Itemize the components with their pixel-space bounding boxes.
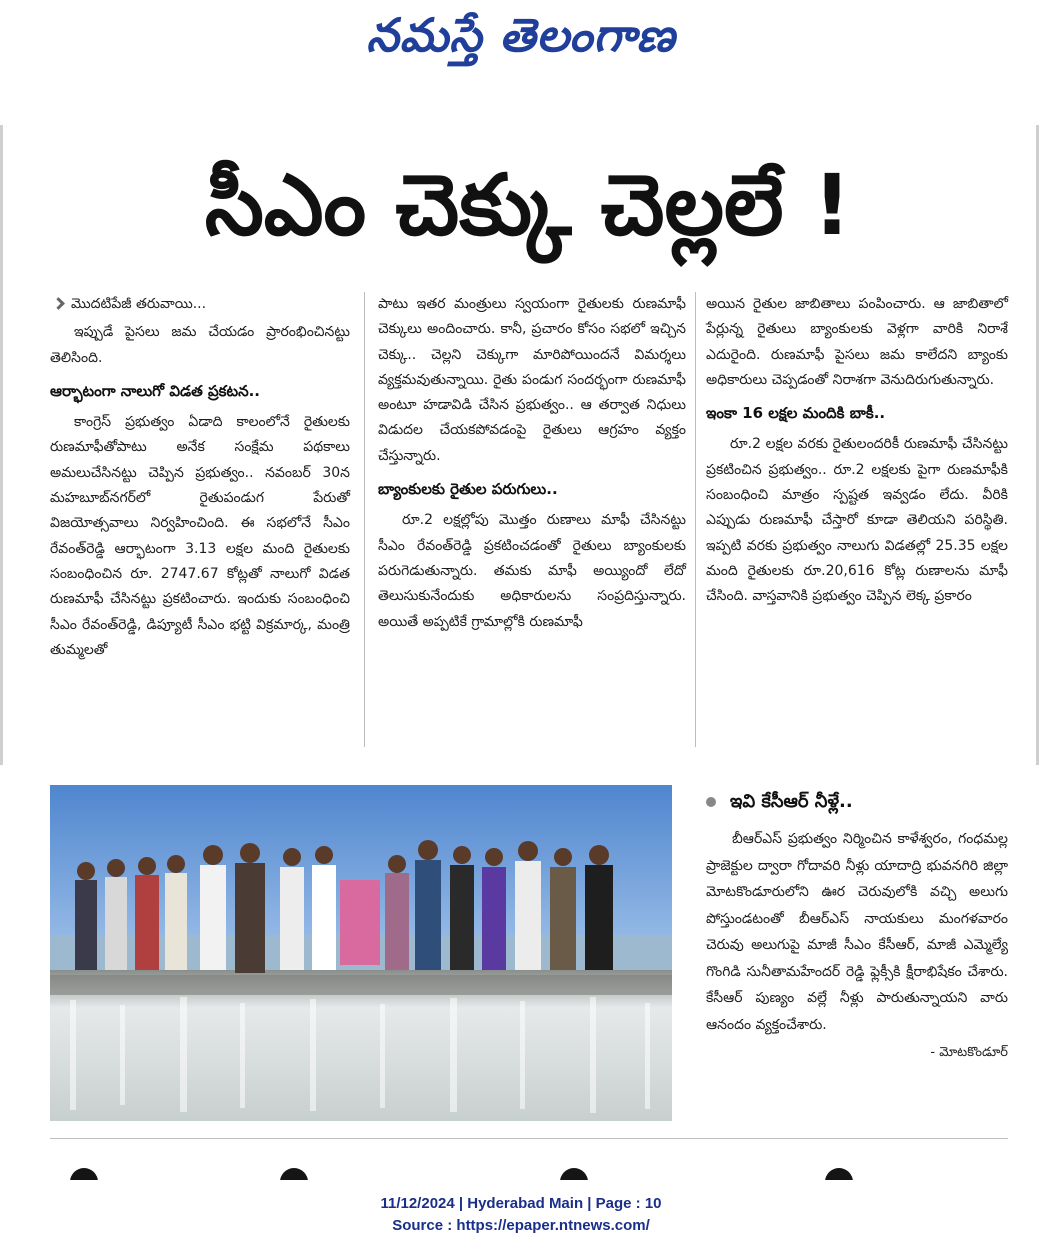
kicker-text: మొదటిపేజీ తరువాయి... <box>71 296 207 312</box>
photo-illustration <box>50 785 672 1121</box>
cropped-glyph <box>560 1168 588 1180</box>
footer-source-link[interactable]: Source : https://epaper.ntnews.com/ <box>392 1217 650 1234</box>
sidebar-heading-text: ఇవి కేసీఆర్ నీళ్లే.. <box>730 791 853 812</box>
headline-text: సీఎం చెక్కు చెల్లలే ! <box>204 156 852 254</box>
subheading: ఆర్భాటంగా నాలుగో విడత ప్రకటన.. <box>50 381 261 400</box>
section-divider <box>50 1138 1008 1139</box>
sidebar-story <box>700 785 1008 1130</box>
article-paragraph: పాటు ఇతర మంత్రులు స్వయంగా రైతులకు రుణమాఫీ చెక్కులు అందించారు. కానీ, ప్రచారం కోసం సభలో ఇచ్చిన చెక్కు.. చెల్లని చెక్కుగా మారిపోయిందనే విమర్శలు వ్యక్తమవుతున్నాయి. రైతు పండుగ సందర్భంగా రుణమాఫీ అంటూ హడావిడి చేసిన ప్రభుత్వం.. ఆ తర్వాత నిధులు విడుదల చేయకపోవడంపై రైతులు ఆగ్రహం వ్యక్తం చేస్తున్నారు. <box>378 296 686 464</box>
footer-edition-info: 11/12/2024 | Hyderabad Main | Page : 10 <box>380 1195 662 1212</box>
article-column-1 <box>50 292 350 663</box>
article-paragraph: రూ.2 లక్షల్లోపు మొత్తం రుణాలు మాఫీ చేసినట్టు సీఎం రేవంత్‌రెడ్డి ప్రకటించడంతో రైతులు బ్యాంకులకు పరుగెడుతున్నారు. తమకు మాఫీ అయ్యిందో లేదో తెలుసుకునేందుకు అధికారులను సంప్రదిస్తున్నారు. అయితే అప్పటికే గ్రామాల్లోకి రుణమాఫీ <box>378 512 686 630</box>
cropped-glyph <box>70 1168 98 1180</box>
continued-kicker <box>50 292 350 317</box>
dateline-credit: - మోటకొండూర్ <box>930 1045 1008 1060</box>
article-paragraph: రూ.2 లక్షల వరకు రైతులందరికీ రుణమాఫీ చేసినట్టు ప్రకటించిన ప్రభుత్వం.. రూ.2 లక్షలకు పైగా రుణమాఫీకి సంబంధించి మాత్రం స్పష్టత ఇవ్వడం లేదు. వీరికి ఎప్పుడు రుణమాఫీ చేస్తారో కూడా తెలియని పరిస్థితి. ఇప్పటి వరకు ప్రభుత్వం నాలుగు విడతల్లో 25.35 లక్షల మంది రైతులకు రూ.20,616 కోట్ల రుణాలను మాఫీ చేసింది. వాస్తవానికి ప్రభుత్వం చెప్పిన లెక్క ప్రకారం <box>706 436 1008 605</box>
headline <box>48 145 1008 265</box>
sidebar-paragraph: బీఆర్‌ఎస్ ప్రభుత్వం నిర్మించిన కాళేశ్వరం, గంధమల్ల ప్రాజెక్టుల ద్వారా గోదావరి నీళ్లు యాదాద్రి భువనగిరి జిల్లా మోటకొండూరులోని ఊర చెరువులోకి వచ్చి అలుగు పోస్తుండటంతో బీఆర్‌ఎస్ నాయకులు మంగళవారం చెరువు అలుగుపై మాజీ సీఎం కేసీఆర్, మాజీ ఎమ్మెల్యే గొంగిడి సునీతామహేందర్ రెడ్డి ఫ్లెక్సీకి క్షీరాభిషేకం చేశారు. కేసీఆర్ పుణ్యం వల్లే నీళ్లు పారుతున్నాయని వారు ఆనందం వ్యక్తంచేశారు. <box>706 831 1008 1033</box>
news-photo <box>50 785 672 1121</box>
left-margin-rule <box>0 125 3 765</box>
cropped-glyph <box>825 1168 853 1180</box>
article-paragraph: కాంగ్రెస్ ప్రభుత్వం ఏడాది కాలంలోనే రైతులకు రుణమాఫీతోపాటు అనేక సంక్షేమ పథకాలు అమలుచేసినట్టు చెప్పిన ప్రభుత్వం.. నవంబర్ 30న మహబూబ్‌నగర్‌లో రైతుపండుగ పేరుతో విజయోత్సవాలు నిర్వహించింది. ఈ సభలోనే సీఎం రేవంత్‌రెడ్డి ఆర్భాటంగా 3.13 లక్షల మంది రైతులకు సంబంధించిన రూ. 2747.67 కోట్లతో నాలుగో విడత రుణమాఫీ చేసినట్టు ప్రకటించారు. ఇందుకు సంబంధించి సీఎం రేవంత్‌రెడ్డి, డిప్యూటీ సీఎం భట్టి విక్రమార్క, మంత్రి తుమ్మలతో <box>50 414 350 658</box>
subheading: ఇంకా 16 లక్షల మందికి బాకీ.. <box>706 404 886 423</box>
masthead-title: నమస్తే తెలంగాణ <box>366 8 676 62</box>
article-paragraph: అయిన రైతుల జాబితాలు పంపించారు. ఆ జాబితాలో పేర్లున్న రైతులు బ్యాంకులకు వెళ్లగా వారికి నిరాశే ఎదురైంది. రుణమాఫీ పైసలు జమ కాలేదని బ్యాంకు అధికారులు చెప్పడంతో నిరాశగా వెనుదిరుగుతున్నారు. <box>706 296 1008 388</box>
sidebar-body <box>700 826 1008 1067</box>
bullet-icon <box>706 797 716 807</box>
article-column-2 <box>378 292 686 635</box>
subheading: బ్యాంకులకు రైతుల పరుగులు.. <box>378 480 558 499</box>
cropped-glyph <box>280 1168 308 1180</box>
next-headline-cropped <box>50 1160 1008 1180</box>
page-footer <box>0 1193 1042 1237</box>
article-paragraph: ఇప్పుడే పైసలు జమ చేయడం ప్రారంభించినట్టు తెలిసింది. <box>50 324 350 366</box>
column-divider <box>695 292 696 747</box>
sidebar-heading <box>706 791 1008 816</box>
article-column-3 <box>706 292 1008 610</box>
chevron-right-icon <box>52 297 65 310</box>
column-divider <box>364 292 365 747</box>
right-margin-rule <box>1036 125 1039 765</box>
masthead <box>0 8 1042 78</box>
